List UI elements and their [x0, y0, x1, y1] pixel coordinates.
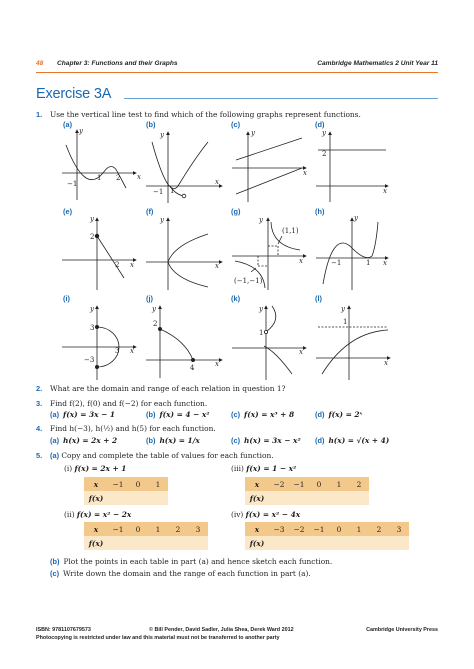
question-text: Find f(2), f(0) and f(−2) for each function.	[50, 399, 208, 408]
graph-label-e: (e)	[63, 207, 73, 216]
part-text: Plot the points in each table in part (a) and hence sketch each function.	[63, 557, 333, 566]
part-label: (c)	[231, 410, 241, 419]
question-number: 4.	[36, 424, 43, 433]
part-label: (ii)	[64, 510, 75, 519]
tick-label: −1	[331, 259, 342, 267]
axis-label-y: y	[160, 216, 164, 224]
q3-part-b	[146, 410, 209, 419]
tick-label: 2	[116, 174, 121, 182]
graph-i	[62, 306, 136, 380]
axis-label-x: x	[384, 359, 388, 367]
graph-label-i: (i)	[63, 294, 70, 303]
graph-c	[232, 132, 306, 202]
axis-label-x: x	[215, 262, 219, 270]
part-label: (c)	[50, 569, 60, 578]
tick-label: 3	[115, 347, 120, 355]
part-label: (b)	[50, 557, 60, 566]
q5-table-iv: x −3 −2 −1 0 1 2 3 f(x)	[245, 522, 409, 550]
part-label: (c)	[231, 436, 241, 445]
tick-label: 2	[153, 320, 158, 328]
q4-part-b	[146, 436, 200, 445]
axis-label-x: x	[130, 261, 134, 269]
tick-label: 2	[115, 261, 120, 269]
graph-l	[316, 306, 390, 380]
question-number: 2.	[36, 384, 43, 393]
part-label: (d)	[315, 410, 325, 419]
part-label: (iv)	[231, 510, 244, 519]
graph-e	[62, 218, 136, 290]
part-expression: f(x) = 4 − x²	[159, 410, 210, 419]
part-expression: f(x) = x² − 4x	[245, 510, 301, 519]
tick-label: 2	[322, 150, 327, 158]
graph-label-c: (c)	[231, 120, 241, 129]
point-label: (1,1)	[282, 227, 299, 235]
axis-label-y: y	[90, 215, 94, 223]
tick-label: 2	[90, 233, 95, 241]
question-text: (a) Copy and complete the table of values for each function.	[50, 451, 274, 460]
axis-label-y: y	[160, 131, 164, 139]
part-label: (b)	[146, 410, 156, 419]
q3-part-d	[315, 410, 362, 419]
footer-notice: Photocopying is restricted under law and this material must not be transferred to another party	[36, 635, 280, 641]
graph-label-d: (d)	[315, 120, 325, 129]
question-text: Use the vertical line test to find which of the following graphs represent functions.	[50, 110, 361, 119]
axis-label-x: x	[383, 187, 387, 195]
q5-table-iv-caption	[231, 510, 300, 519]
axis-label-x: x	[215, 178, 219, 186]
q5-table-ii-caption	[64, 510, 131, 519]
part-label: (iii)	[231, 464, 244, 473]
q5-table-ii: x −1 0 1 2 3 f(x)	[84, 522, 208, 550]
axis-label-y: y	[251, 129, 255, 137]
q4-part-c	[231, 436, 301, 445]
axis-label-y: y	[90, 305, 94, 313]
graph-h	[316, 218, 388, 290]
part-expression: h(x) = 2x + 2	[63, 436, 118, 445]
exercise-title: Exercise 3A	[36, 86, 112, 102]
q5-table-i-caption	[64, 464, 126, 473]
q4-part-a	[50, 436, 117, 445]
axis-label-y: y	[354, 214, 358, 222]
question-5	[36, 451, 438, 460]
tick-label: 4	[190, 364, 195, 372]
axis-label-x: x	[299, 348, 303, 356]
axis-label-y: y	[79, 127, 83, 135]
axis-label-y: y	[341, 305, 345, 313]
q5-part-c	[50, 569, 311, 578]
tick-label: −1	[153, 188, 164, 196]
book-title: Cambridge Mathematics 2 Unit Year 11	[317, 60, 438, 67]
tick-label: −3	[84, 356, 95, 364]
tick-label: 1	[170, 187, 175, 195]
axis-label-x: x	[137, 173, 141, 181]
q5-table-i: x −1 0 1 f(x)	[84, 477, 168, 505]
axis-label-x: x	[130, 347, 134, 355]
footer-publisher: Cambridge University Press	[366, 627, 438, 633]
question-4	[36, 424, 438, 433]
part-expression: h(x) = 3x − x²	[244, 436, 301, 445]
tick-label: 1	[97, 174, 102, 182]
axis-label-x: x	[299, 257, 303, 265]
part-expression: f(x) = x³ + 8	[244, 410, 295, 419]
q3-part-c	[231, 410, 294, 419]
graph-label-g: (g)	[231, 207, 241, 216]
graph-label-k: (k)	[231, 294, 241, 303]
graph-label-l: (l)	[315, 294, 322, 303]
graph-f	[146, 218, 222, 290]
part-expression: f(x) = 1 − x²	[246, 464, 297, 473]
part-expression: h(x) = 1/x	[159, 436, 200, 445]
part-expression: f(x) = 2x + 1	[74, 464, 127, 473]
question-text: Find h(−3), h(½) and h(5) for each function.	[50, 424, 216, 433]
graph-label-f: (f)	[146, 207, 154, 216]
q4-part-d	[315, 436, 389, 445]
part-label: (i)	[64, 464, 73, 473]
q5-table-iii: x −2 −1 0 1 2 f(x)	[245, 477, 369, 505]
axis-label-x: x	[303, 169, 307, 177]
page-number: 48	[36, 60, 44, 67]
q3-part-a	[50, 410, 115, 419]
part-expression: f(x) = 3x − 1	[63, 410, 115, 419]
graph-a	[62, 130, 136, 200]
q5-table-iii-caption	[231, 464, 296, 473]
question-2	[36, 384, 438, 393]
tick-label: −1	[67, 180, 78, 188]
chapter-title: Chapter 3: Functions and their Graphs	[57, 60, 178, 67]
tick-label: 3	[90, 324, 95, 332]
question-3	[36, 399, 438, 408]
footer-authors: © Bill Pender, David Sadler, Julia Shea, Derek Ward 2012	[149, 627, 294, 633]
axis-label-x: x	[383, 259, 387, 267]
part-expression: f(x) = 2ˣ	[328, 410, 363, 419]
part-label: (a)	[50, 436, 60, 445]
axis-label-y: y	[322, 129, 326, 137]
part-label: (b)	[146, 436, 156, 445]
q5-part-b	[50, 557, 332, 566]
question-text: What are the domain and range of each relation in question 1?	[50, 384, 286, 393]
tick-label: 1	[366, 259, 371, 267]
graph-label-j: (j)	[146, 294, 153, 303]
part-label: (a)	[50, 410, 60, 419]
part-expression: h(x) = √(x + 4)	[328, 436, 390, 445]
part-text: Write down the domain and the range of each function in part (a).	[63, 569, 311, 578]
tick-label: 1	[343, 318, 348, 326]
question-number: 3.	[36, 399, 43, 408]
tick-label: 1	[259, 329, 264, 337]
graph-k	[232, 306, 306, 380]
footer-isbn: ISBN: 9781107679573	[36, 627, 91, 633]
axis-label-y: y	[152, 305, 156, 313]
part-expression: f(x) = x² − 2x	[76, 510, 132, 519]
question-number: 1.	[36, 110, 43, 119]
graph-label-a: (a)	[63, 120, 73, 129]
part-label: (d)	[315, 436, 325, 445]
graph-d	[316, 132, 388, 202]
graph-label-b: (b)	[146, 120, 156, 129]
graph-j	[146, 306, 222, 378]
axis-label-y: y	[259, 216, 263, 224]
point-label: (−1,−1)	[234, 277, 263, 285]
axis-label-y: y	[259, 305, 263, 313]
axis-label-x: x	[215, 360, 219, 368]
graph-label-h: (h)	[315, 207, 325, 216]
question-number: 5.	[36, 451, 43, 460]
